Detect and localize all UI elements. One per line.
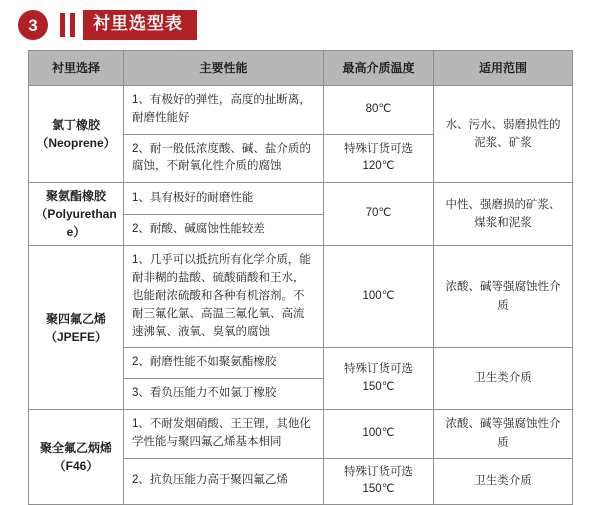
max-temp-cell [324,134,434,183]
scope-line1: 中性、强磨损的矿浆、 [445,198,561,211]
scope-cell [434,183,573,246]
table-header-row [29,51,573,86]
col-header-max-temp: 最高介质温度 [324,51,434,86]
col-header-performance: 主要性能 [124,51,324,86]
lining-selection-table-wrap [28,50,572,505]
lining-name-line1: 聚全氟乙炳烯 [39,441,112,456]
lining-selection-table [28,50,573,505]
max-temp-line2: 150℃ [362,483,395,496]
performance-cell: 1、有极好的弹性，高度的扯断离，耐磨性能好 [124,86,324,135]
scope-cell [434,409,573,458]
scope-line1: 浓酸、碱等强腐蚀性介 [445,418,561,431]
scope-line1: 浓酸、碱等强腐蚀性介 [445,281,561,294]
scope-cell [434,348,573,410]
max-temp-cell [324,86,434,135]
performance-cell: 2、耐酸、碱腐蚀性能较差 [124,214,324,246]
max-temp-cell [324,246,434,348]
performance-cell: 2、耐磨性能不如聚氨酯橡胶 [124,348,324,379]
max-temp-line1: 70℃ [365,207,392,220]
scope-line2: 泥浆、矿浆 [474,137,532,150]
lining-name-line2: （F46） [53,459,99,474]
lining-name-f46 [29,409,124,504]
max-temp-line1: 特殊订货可选 [344,465,413,478]
title-tick-icon [60,13,65,37]
lining-name-line1: 聚四氟乙烯 [45,311,106,326]
scope-cell [434,458,573,505]
scope-line2: 质 [497,299,509,312]
lining-name-line2: （JPEFE） [44,329,108,344]
performance-cell: 2、耐一般低浓度酸、碱、盐介质的腐蚀，不耐氧化性介质的腐蚀 [124,134,324,183]
scope-cell [434,86,573,183]
scope-line2: 煤浆和泥浆 [474,217,532,230]
lining-name-neoprene [29,86,124,183]
lining-name-jpefe [29,246,124,410]
page-title: 衬里选型表 [83,10,197,39]
max-temp-cell [324,409,434,458]
max-temp-line1: 特殊订货可选 [344,142,413,155]
col-header-scope: 适用范围 [434,51,573,86]
max-temp-line1: 100℃ [362,426,395,439]
max-temp-cell [324,458,434,505]
lining-name-line1: 聚氨酯橡胶 [45,189,106,204]
performance-cell: 1、不耐发烟硝酸、王王锂，其他化学性能与聚四氟乙烯基本相同 [124,409,324,458]
scope-line1: 卫生类介质 [474,372,532,385]
table-row [29,86,573,135]
scope-line2: 质 [497,436,509,449]
max-temp-cell [324,183,434,246]
max-temp-line1: 100℃ [362,289,395,302]
lining-name-line2: （Neoprene） [36,136,116,151]
performance-cell: 1、具有极好的耐磨性能 [124,183,324,215]
performance-cell: 2、抗负压能力高于聚四氟乙烯 [124,458,324,505]
max-temp-line2: 150℃ [362,380,395,393]
lining-name-line1: 氯丁橡胶 [51,118,100,133]
lining-name-polyurethane [29,183,124,246]
table-row [29,409,573,458]
title-bar [60,10,197,39]
lining-name-line2: （Polyurethane） [35,207,117,240]
table-row [29,246,573,348]
max-temp-cell [324,348,434,410]
scope-cell [434,246,573,348]
performance-cell: 3、看负压能力不如氯丁橡胶 [124,379,324,410]
max-temp-line1: 特殊订货可选 [344,362,413,375]
max-temp-line1: 80℃ [365,102,392,115]
section-header [18,8,197,42]
col-header-lining: 衬里选择 [29,51,124,86]
table-row [29,183,573,215]
section-number-badge: 3 [18,10,48,40]
title-tick-icon-2 [70,13,75,37]
performance-cell: 1、几乎可以抵抗所有化学介质，能耐非糊的盐酸、硫酸硝酸和王水，也能耐浓硫酸和各种有机溶剂。不耐三氟化氯、高温三氟化氧、高流速沸氧、液氧、臭氧的腐蚀 [124,246,324,348]
max-temp-line2: 120℃ [362,160,395,173]
scope-line1: 卫生类介质 [474,475,532,488]
scope-line1: 水、污水、弱磨损性的 [445,118,561,131]
